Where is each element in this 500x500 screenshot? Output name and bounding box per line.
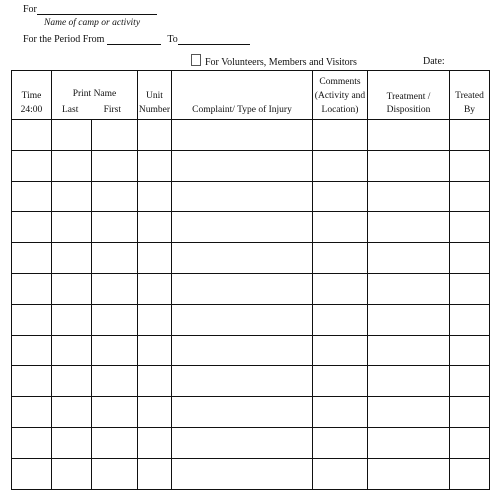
cell-comments[interactable] (313, 120, 368, 151)
cell-unit-number[interactable] (138, 273, 172, 304)
cell-complaint[interactable] (172, 366, 313, 397)
cell-last-name[interactable] (52, 181, 92, 212)
cell-treated-by[interactable] (450, 181, 490, 212)
cell-complaint[interactable] (172, 181, 313, 212)
cell-treatment[interactable] (368, 150, 450, 181)
cell-time[interactable] (12, 366, 52, 397)
period-to-field[interactable] (178, 34, 250, 45)
camp-name-field[interactable] (37, 4, 157, 15)
cell-complaint[interactable] (172, 304, 313, 335)
cell-treated-by[interactable] (450, 397, 490, 428)
cell-comments[interactable] (313, 243, 368, 274)
cell-time[interactable] (12, 335, 52, 366)
cell-treatment[interactable] (368, 273, 450, 304)
cell-treatment[interactable] (368, 212, 450, 243)
cell-unit-number[interactable] (138, 212, 172, 243)
cell-comments[interactable] (313, 304, 368, 335)
cell-comments[interactable] (313, 335, 368, 366)
cell-last-name[interactable] (52, 120, 92, 151)
cell-treatment[interactable] (368, 335, 450, 366)
cell-unit-number[interactable] (138, 243, 172, 274)
cell-comments[interactable] (313, 150, 368, 181)
cell-treatment[interactable] (368, 120, 450, 151)
cell-unit-number[interactable] (138, 304, 172, 335)
cell-last-name[interactable] (52, 273, 92, 304)
cell-treatment[interactable] (368, 243, 450, 274)
cell-treated-by[interactable] (450, 150, 490, 181)
cell-complaint[interactable] (172, 397, 313, 428)
table-row (12, 150, 490, 181)
cell-first-name[interactable] (92, 181, 138, 212)
cell-treatment[interactable] (368, 181, 450, 212)
cell-first-name[interactable] (92, 273, 138, 304)
table-row (12, 397, 490, 428)
cell-last-name[interactable] (52, 397, 92, 428)
volunteers-checkbox[interactable] (191, 54, 201, 66)
cell-comments[interactable] (313, 427, 368, 458)
col-comments: Comments (Activity and Location) (313, 71, 368, 120)
period-from-label: For the Period From (23, 34, 105, 45)
cell-first-name[interactable] (92, 212, 138, 243)
cell-treated-by[interactable] (450, 458, 490, 489)
table-row (12, 120, 490, 151)
cell-comments[interactable] (313, 273, 368, 304)
volunteers-option[interactable] (191, 54, 357, 68)
table-header-row (12, 71, 490, 120)
cell-first-name[interactable] (92, 458, 138, 489)
volunteers-checkbox-label: For Volunteers, Members and Visitors (205, 57, 357, 68)
cell-last-name[interactable] (52, 243, 92, 274)
table-row (12, 427, 490, 458)
cell-treated-by[interactable] (450, 212, 490, 243)
cell-treated-by[interactable] (450, 335, 490, 366)
period-to-label: To (167, 34, 178, 45)
table-row (12, 273, 490, 304)
cell-last-name[interactable] (52, 212, 92, 243)
cell-complaint[interactable] (172, 243, 313, 274)
col-last: Last (62, 105, 79, 115)
table-row (12, 212, 490, 243)
table-row (12, 304, 490, 335)
cell-last-name[interactable] (52, 150, 92, 181)
cell-time[interactable] (12, 120, 52, 151)
cell-treated-by[interactable] (450, 366, 490, 397)
for-label: For (23, 4, 37, 15)
cell-first-name[interactable] (92, 150, 138, 181)
table-row (12, 181, 490, 212)
cell-treated-by[interactable] (450, 427, 490, 458)
cell-comments[interactable] (313, 181, 368, 212)
print-name-label: Print Name (72, 89, 117, 99)
cell-time[interactable] (12, 243, 52, 274)
cell-unit-number[interactable] (138, 427, 172, 458)
col-first: First (103, 105, 121, 115)
cell-treatment[interactable] (368, 304, 450, 335)
cell-comments[interactable] (313, 397, 368, 428)
cell-treatment[interactable] (368, 366, 450, 397)
period-line (23, 34, 250, 45)
cell-treated-by[interactable] (450, 243, 490, 274)
cell-complaint[interactable] (172, 335, 313, 366)
table-row (12, 335, 490, 366)
cell-unit-number[interactable] (138, 120, 172, 151)
cell-treatment[interactable] (368, 397, 450, 428)
cell-comments[interactable] (313, 366, 368, 397)
cell-first-name[interactable] (92, 304, 138, 335)
cell-first-name[interactable] (92, 366, 138, 397)
cell-time[interactable] (12, 458, 52, 489)
col-treated-by: Treated By (450, 71, 490, 120)
table-row (12, 243, 490, 274)
cell-time[interactable] (12, 212, 52, 243)
cell-comments[interactable] (313, 212, 368, 243)
col-complaint: Complaint/ Type of Injury (172, 71, 313, 120)
cell-first-name[interactable] (92, 335, 138, 366)
col-treatment: Treatment / Disposition (368, 71, 450, 120)
cell-complaint[interactable] (172, 120, 313, 151)
cell-time[interactable] (12, 150, 52, 181)
cell-time[interactable] (12, 427, 52, 458)
cell-first-name[interactable] (92, 427, 138, 458)
camp-caption: Name of camp or activity (44, 18, 141, 28)
cell-treatment[interactable] (368, 458, 450, 489)
table-row (12, 458, 490, 489)
col-time: Time 24:00 (12, 71, 52, 120)
injury-log-table (11, 70, 490, 490)
cell-complaint[interactable] (172, 212, 313, 243)
cell-treatment[interactable] (368, 427, 450, 458)
cell-time[interactable] (12, 304, 52, 335)
cell-complaint[interactable] (172, 273, 313, 304)
cell-complaint[interactable] (172, 458, 313, 489)
cell-first-name[interactable] (92, 397, 138, 428)
cell-unit-number[interactable] (138, 181, 172, 212)
cell-time[interactable] (12, 397, 52, 428)
cell-comments[interactable] (313, 458, 368, 489)
cell-unit-number[interactable] (138, 397, 172, 428)
cell-unit-number[interactable] (138, 366, 172, 397)
cell-last-name[interactable] (52, 335, 92, 366)
cell-time[interactable] (12, 181, 52, 212)
cell-treated-by[interactable] (450, 304, 490, 335)
period-from-field[interactable] (107, 34, 161, 45)
cell-unit-number[interactable] (138, 335, 172, 366)
cell-time[interactable] (12, 273, 52, 304)
cell-unit-number[interactable] (138, 458, 172, 489)
table-row (12, 366, 490, 397)
cell-first-name[interactable] (92, 120, 138, 151)
cell-last-name[interactable] (52, 366, 92, 397)
cell-treated-by[interactable] (450, 273, 490, 304)
col-unit-number: Unit Number (138, 71, 172, 120)
cell-last-name[interactable] (52, 304, 92, 335)
col-print-name (52, 71, 138, 120)
cell-last-name[interactable] (52, 427, 92, 458)
for-line (23, 4, 157, 15)
cell-complaint[interactable] (172, 150, 313, 181)
cell-treated-by[interactable] (450, 120, 490, 151)
cell-unit-number[interactable] (138, 150, 172, 181)
cell-complaint[interactable] (172, 427, 313, 458)
cell-last-name[interactable] (52, 458, 92, 489)
date-label: Date: (423, 56, 445, 67)
cell-first-name[interactable] (92, 243, 138, 274)
injury-log-body (12, 120, 490, 490)
